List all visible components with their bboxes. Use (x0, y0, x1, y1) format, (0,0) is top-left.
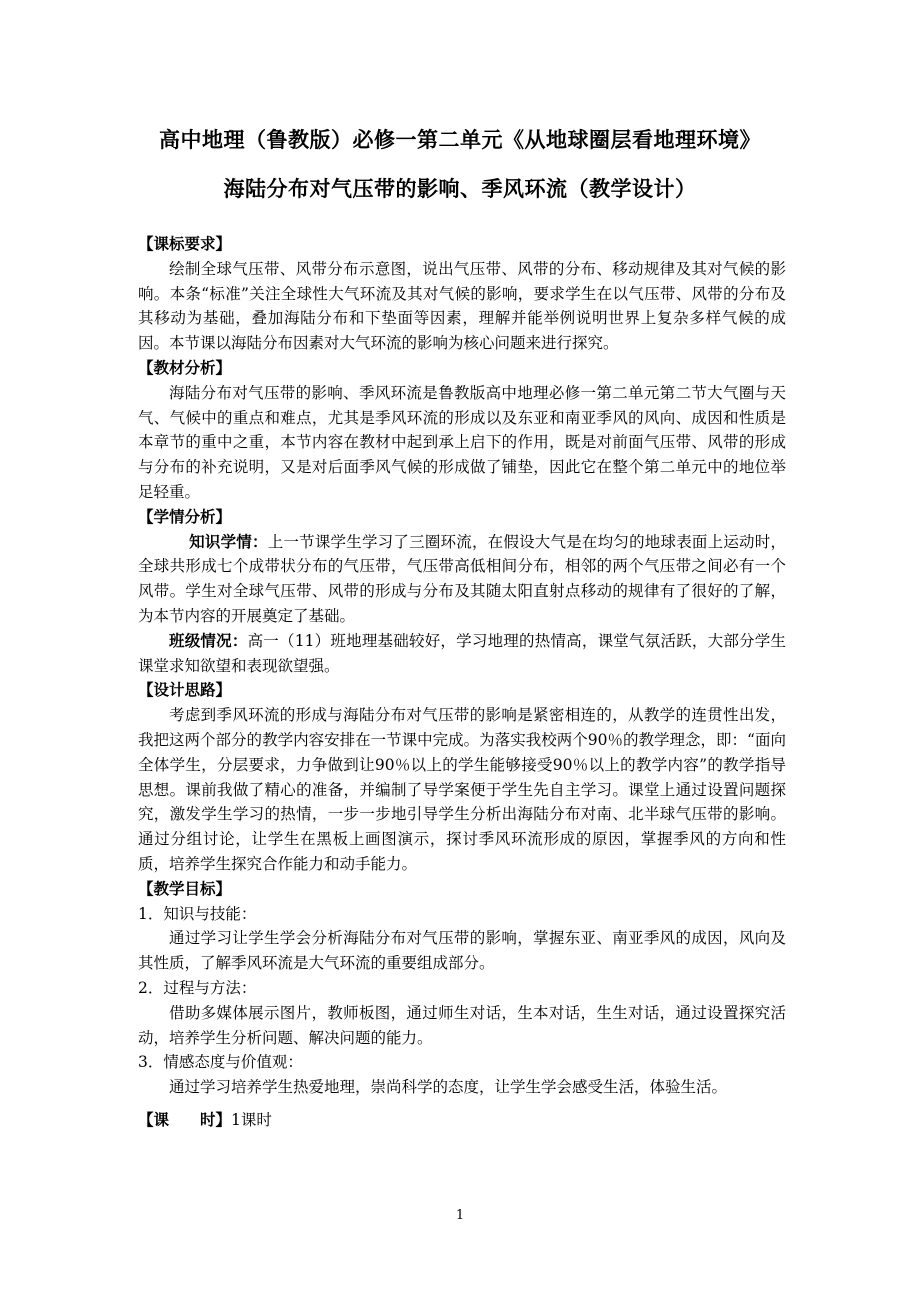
class-label: 班级情况： (169, 631, 248, 650)
goal-title-attitude: 3．情感态度与价值观： (138, 1053, 303, 1072)
goal-text-attitude: 通过学习培养学生热爱地理，崇尚科学的态度，让学生学会感受生活，体验生活。 (169, 1078, 728, 1097)
section-heading-textbook: 【教材分析】 (138, 358, 232, 377)
section-hours (138, 1108, 786, 1133)
class-text: 高一（11）班地理基础较好，学习地理的热情高，课堂气氛活跃，大部分学生课堂求知欲望和表现欲望强。 (138, 631, 786, 675)
goal-title-knowledge: 1．知识与技能： (138, 904, 257, 923)
goal-text-process: 借助多媒体展示图片，教师板图，通过师生对话，生本对话，生生对话，通过设置探究活动，培养学生分析问题、解决问题的能力。 (138, 1003, 786, 1047)
section-heading-curriculum: 【课标要求】 (138, 235, 232, 253)
section-paragraph-curriculum: 绘制全球气压带、风带分布示意图，说出气压带、风带的分布、移动规律及其对气候的影响。本条“标准”关注全球性大气环流及其对气候的影响，要求学生在以气压带、风带的分布及其移动为基础，叠加海陆分布和下垫面等因素，理解并能举例说明世界上复杂多样气候的成因。本节课以海陆分布因素对大气环流的影响为核心问题来进行探究。 (138, 259, 786, 353)
knowledge-label: 知识学情： (189, 532, 268, 551)
section-heading-students: 【学情分析】 (138, 507, 232, 526)
section-paragraph-class (138, 629, 786, 679)
spacer (138, 1100, 786, 1108)
hours-value: 1课时 (231, 1110, 272, 1129)
document-subtitle: 海陆分布对气压带的影响、季风环流（教学设计） (223, 177, 697, 201)
section-heading-goals: 【教学目标】 (138, 879, 232, 898)
knowledge-text: 上一节课学生学习了三圈环流，在假设大气是在均匀的地球表面上运动时，全球共形成七个成带状分布的气压带，气压带高低相间分布，相邻的两个气压带之间必有一个风带。学生对全球气压带、风带的形成与分布及其随太阳直射点移动的规律有了很好的了解，为本节内容的开展奠定了基础。 (138, 532, 786, 625)
page-number: 1 (455, 1208, 465, 1223)
section-heading-hours: 【课 时】 (138, 1110, 232, 1129)
section-paragraph-knowledge (138, 530, 786, 629)
document-title: 高中地理（鲁教版）必修一第二单元《从地球圈层看地理环境》 (159, 128, 761, 152)
goal-title-process: 2．过程与方法： (138, 978, 257, 997)
section-paragraph-textbook: 海陆分布对气压带的影响、季风环流是鲁教版高中地理必修一第二单元第二节大气圈与天气、气候中的重点和难点，尤其是季风环流的形成以及东亚和南亚季风的风向、成因和性质是本章节的重中之重，本节内容在教材中起到承上启下的作用，既是对前面气压带、风带的形成与分布的补充说明，又是对后面季风气候的形成做了铺垫，因此它在整个第二单元中的地位举足轻重。 (138, 383, 786, 501)
document-body (138, 232, 786, 1133)
goal-text-knowledge: 通过学习让学生学会分析海陆分布对气压带的影响，掌握东亚、南亚季风的成因，风向及其性质，了解季风环流是大气环流的重要组成部分。 (138, 929, 786, 973)
section-heading-design: 【设计思路】 (138, 681, 232, 700)
section-paragraph-design: 考虑到季风环流的形成与海陆分布对气压带的影响是紧密相连的，从教学的连贯性出发，我把这两个部分的教学内容安排在一节课中完成。为落实我校两个90％的教学理念，即：“面向全体学生，分层要求，力争做到让90％以上的学生能够接受90％以上的教学内容”的教学指导思想。课前我做了精心的准备，并编制了导学案便于学生先自主学习。课堂上通过设置问题探究，激发学生学习的热情，一步一步地引导学生分析出海陆分布对南、北半球气压带的影响。通过分组讨论，让学生在黑板上画图演示，探讨季风环流形成的原因，掌握季风的方向和性质，培养学生探究合作能力和动手能力。 (138, 706, 786, 873)
